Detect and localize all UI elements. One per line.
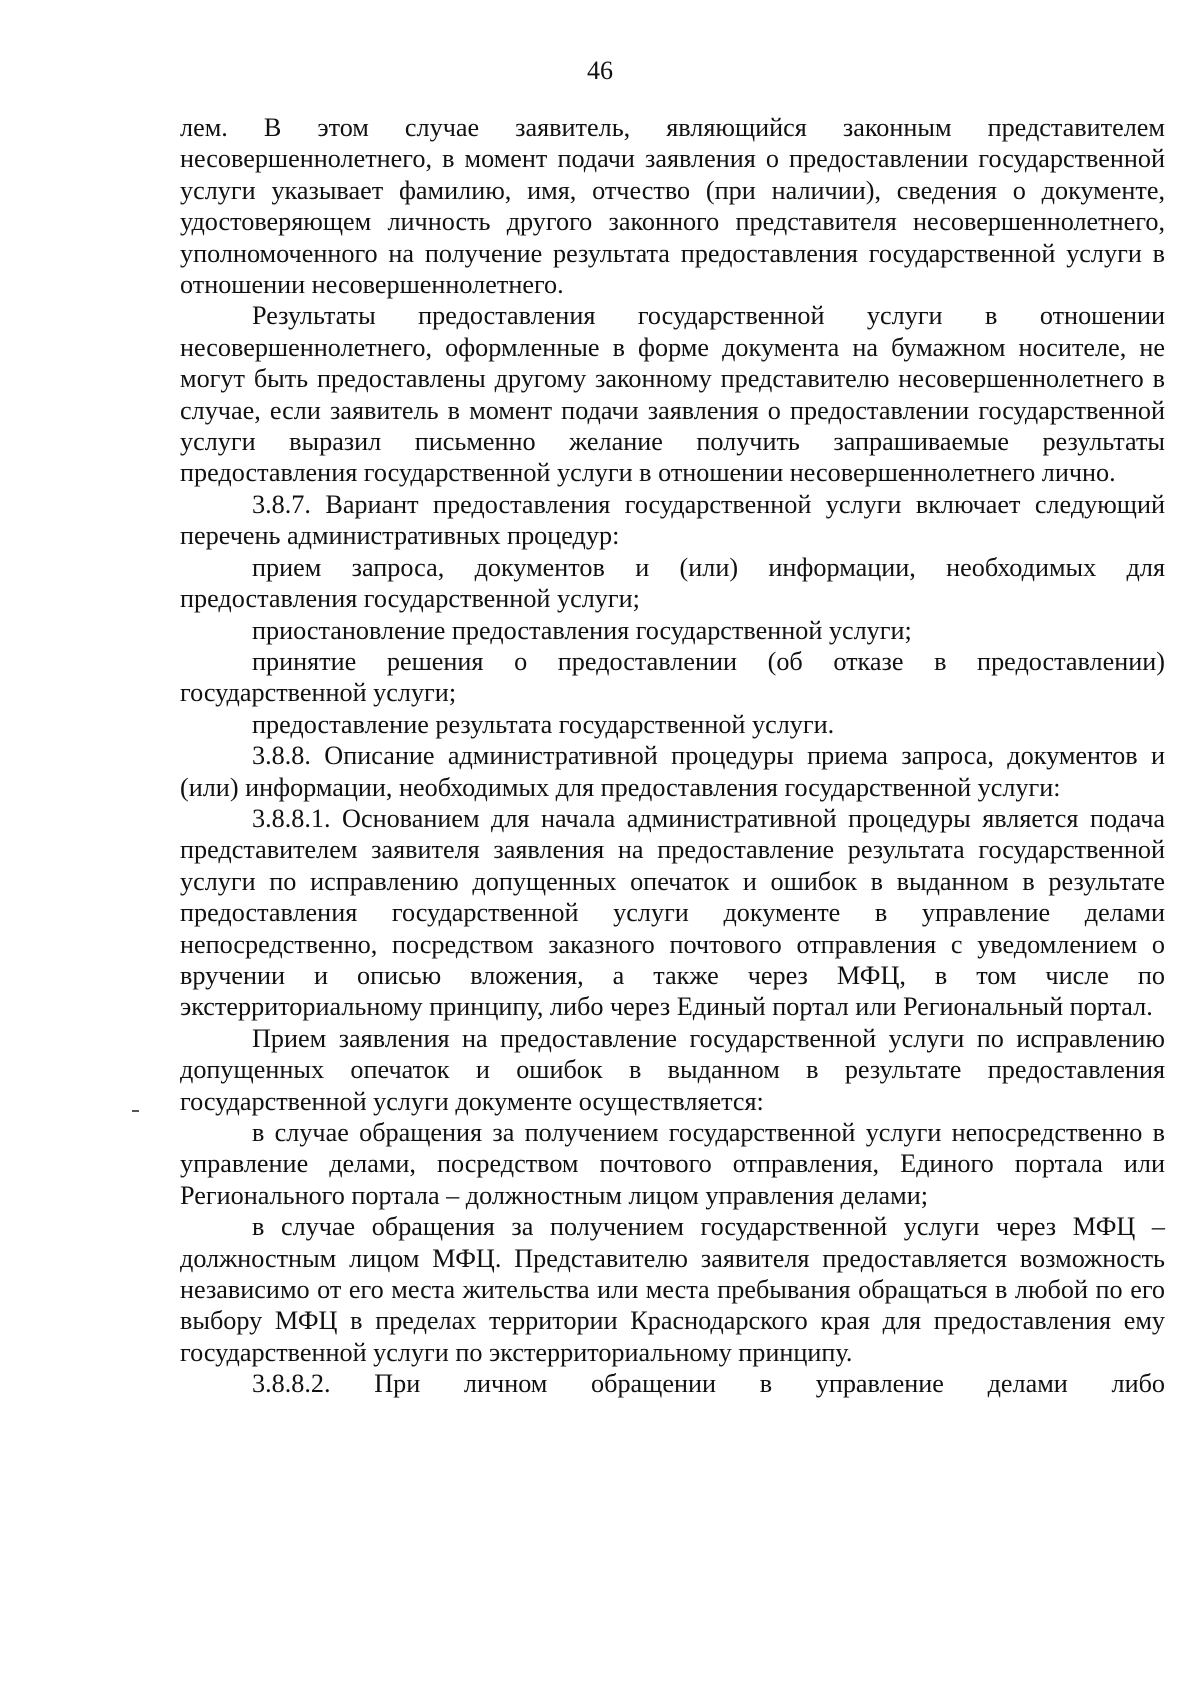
document-body — [180, 112, 1165, 1400]
paragraph-3-8-8-1: 3.8.8.1. Основанием для начала административной процедуры является подача представителем заявителя заявления на предоставление результата государственной услуги по исправлению допущенных опечаток и ошибок в выданном в результате предоставления государственной услуги документе в управление делами непосредственно, посредством заказного почтового отправления с уведомлением о вручении и описью вложения, а также через МФЦ, в том числе по экстерриториальному принципу, либо через Единый портал или Региональный портал. — [180, 803, 1165, 1022]
paragraph-direct-appeal: в случае обращения за получением государственной услуги непосредственно в управление делами, посредством почтового отправления, Единого портала или Регионального портала – должностным лицом управления делами; — [180, 1118, 1165, 1210]
list-item-decision: принятие решения о предоставлении (об отказе в предоставлении) государственной услуги; — [180, 646, 1165, 708]
page-number: 46 — [587, 56, 613, 85]
paragraph-application-reception: Прием заявления на предоставление государственной услуги по исправлению допущенных опечаток и ошибок в выданном в результате предоставления государственной услуги документе осуществляется: — [180, 1023, 1165, 1116]
paragraph-3-8-8-2: 3.8.8.2. При личном обращении в управление делами либо — [252, 1369, 1165, 1399]
paragraph-3-8-8: 3.8.8. Описание административной процедуры приема запроса, документов и (или) информации, необходимых для предоставления государственной услуги: — [180, 741, 1165, 802]
list-item-suspension: приостановление предоставления государственной услуги; — [252, 615, 912, 645]
margin-mark — [132, 1110, 139, 1112]
list-item-result: предоставление результата государственной услуги. — [252, 709, 835, 739]
paragraph-mfc-appeal: в случае обращения за получением государственной услуги через МФЦ – должностным лицом МФЦ. Представителю заявителя предоставляется возможность независимо от его места жительства или места пребывания обращаться в любой по его выбору МФЦ в пределах территории Краснодарского края для предоставления ему государственной услуги по экстерриториальному принципу. — [180, 1212, 1165, 1367]
paragraph-results: Результаты предоставления государственной услуги в отношении несовершеннолетнего, оформленные в форме документа на бумажном носителе, не могут быть предоставлены другому законному представителю несовершеннолетнего в случае, если заявитель в момент подачи заявления о предоставлении государственной услуги выразил письменно желание получить запрашиваемые результаты предоставления государственной услуги в отношении несовершеннолетнего лично. — [180, 301, 1165, 488]
paragraph-3-8-7: 3.8.7. Вариант предоставления государственной услуги включает следующий перечень административных процедур: — [180, 489, 1165, 551]
paragraph-continuation: лем. В этом случае заявитель, являющийся законным представителем несовершеннолетнего, в момент подачи заявления о предоставлении государственной услуги указывает фамилию, имя, отчество (при наличии), сведения о документе, удостоверяющем личность другого законного представителя несовершеннолетнего, уполномоченного на получение результата предоставления государственной услуги в отношении несовершеннолетнего. — [180, 113, 1165, 300]
list-item-reception: прием запроса, документов и (или) информации, необходимых для предоставления государственной услуги; — [180, 552, 1165, 614]
